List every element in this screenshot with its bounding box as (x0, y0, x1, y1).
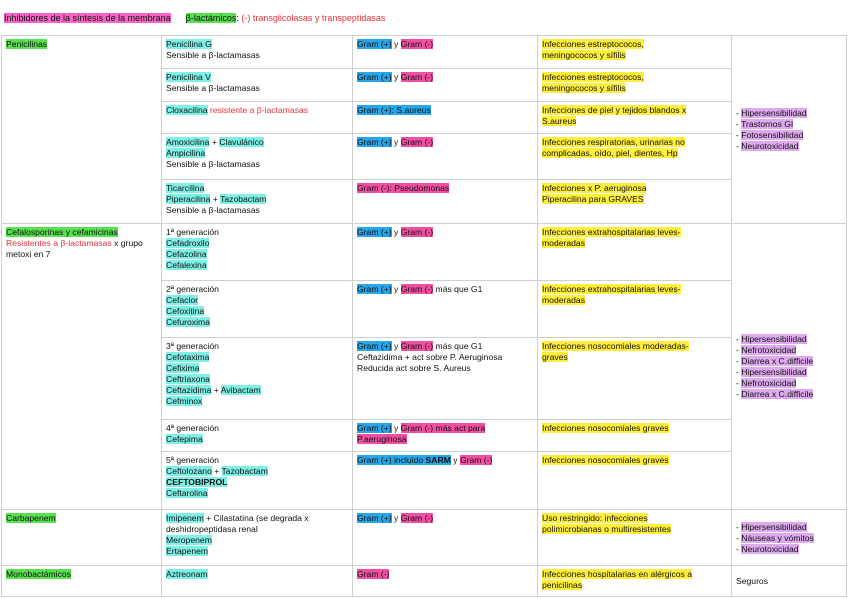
adverse-item: Diarrea x C.difficile (741, 389, 814, 399)
drug-name: Tazobactam (221, 466, 268, 476)
drug-name: Cefoxitina (166, 306, 205, 316)
indication-cell (538, 510, 732, 566)
plus-sign: + (209, 137, 220, 147)
indication-text: Infecciones extrahospitalarias leves- (542, 227, 681, 237)
spectrum-cell (353, 452, 538, 510)
group-label: Carbapenem (6, 513, 56, 523)
indication-cell (538, 281, 732, 338)
antibiotics-table (1, 35, 847, 597)
indication-text: Infecciones x P. aeruginosa (542, 183, 647, 193)
gram-positive-tag: Gram (+) (357, 341, 392, 351)
indication-cell (538, 134, 732, 180)
drug-name: Aztreonam (166, 569, 208, 579)
drug-cell (162, 102, 353, 134)
drug-note: Sensible a β-lactamasas (166, 83, 260, 93)
indication-cell (538, 566, 732, 597)
drug-cell (162, 566, 353, 597)
gram-positive-tag: Gram (+) (357, 423, 392, 433)
indication-text: complicadas, oído, piel, dientes, Hp (542, 148, 678, 158)
drug-name: Cefepima (166, 434, 203, 444)
conjunction: y (394, 341, 399, 351)
drug-name: CEFTOBIPROL (166, 477, 228, 487)
adverse-cell (732, 510, 847, 566)
indication-text: meningococos y sífilis (542, 83, 626, 93)
spectrum-cell (353, 566, 538, 597)
gram-negative-tag: Gram (-) (400, 39, 434, 49)
indication-text: polimicrobianas o multiresistentes (542, 524, 671, 534)
group-label: Cefalosporinas y cefamicinas (6, 227, 118, 237)
gram-negative-tag: Gram (-) más act para (400, 423, 486, 433)
adverse-item: Hipersensibilidad (741, 334, 807, 344)
drug-name: Ticarcilina (166, 183, 205, 193)
spectrum-text: Gram (+) incluido (357, 455, 426, 465)
plus-sign: + (211, 385, 221, 395)
drug-name: Penicilina G (166, 39, 212, 49)
adverse-item: Hipersensibilidad (741, 521, 807, 532)
gram-negative-tag: Gram (-) (400, 72, 434, 82)
plus-sign: + (211, 466, 222, 476)
adverse-item: Seguros (736, 576, 769, 586)
drug-cell (162, 36, 353, 69)
adverse-item: Trastornos GI (741, 119, 794, 129)
adverse-list (736, 108, 842, 152)
drug-name: Cefazolina (166, 249, 207, 259)
conjunction: y (453, 455, 458, 465)
adverse-item: Hipersensibilidad (741, 108, 807, 118)
group-note-tail: x grupo metoxi en 7 (6, 238, 143, 259)
drug-name: Ampicilina (166, 148, 206, 158)
conjunction: y (394, 227, 399, 237)
indication-text: S.aureus (542, 116, 577, 126)
family-label: β-lactámicos (185, 13, 237, 23)
generation-title: 1ª generación (166, 227, 219, 237)
drug-cell (162, 452, 353, 510)
drug-name: Penicilina V (166, 72, 211, 82)
resistance-note: Resistentes a β-lactamasas (6, 238, 112, 248)
indication-cell (538, 452, 732, 510)
adverse-cell (732, 36, 847, 224)
spectrum-note: más que G1 (433, 341, 483, 351)
gram-positive-tag (357, 455, 451, 465)
indication-text: Infecciones nosocomiales moderadas- (542, 341, 689, 351)
gram-negative-tag: Gram (-) (400, 137, 434, 147)
indication-text: moderadas (542, 238, 585, 248)
drug-cell (162, 224, 353, 281)
spectrum-cell (353, 420, 538, 452)
adverse-item: Neurotoxicidad (741, 141, 799, 151)
drug-name: Ertapenem (166, 546, 209, 556)
generation-title: 2ª generación (166, 284, 219, 294)
conjunction: y (394, 137, 399, 147)
plus-sign: + (210, 194, 221, 204)
indication-cell (538, 36, 732, 69)
generation-title: 3ª generación (166, 341, 219, 351)
drug-name: Ceftriaxona (166, 374, 210, 384)
indication-text: meningococos y sífilis (542, 50, 626, 60)
drug-cell (162, 134, 353, 180)
generation-title: 5ª generación (166, 455, 219, 465)
group-label: Monobactámicos (6, 569, 71, 579)
gram-negative-tag: Gram (-) (400, 284, 434, 294)
indication-text: Piperacilina para GRAVES (542, 194, 644, 204)
group-cell (2, 36, 162, 224)
adverse-item: Nefrotoxicidad (741, 345, 797, 355)
adverse-item: Hipersensibilidad (741, 367, 807, 377)
drug-name: Ceftarolina (166, 488, 208, 498)
indication-text: Infecciones nosocomiales graves (542, 455, 669, 465)
drug-cell (162, 69, 353, 102)
drug-cell (162, 420, 353, 452)
drug-cell (162, 510, 353, 566)
spectrum-bold: SARM (425, 455, 451, 465)
spectrum-cell (353, 510, 538, 566)
gram-negative-tag: Gram (-): Pseudomonas (357, 183, 450, 193)
drug-name: Cefadroxilo (166, 238, 210, 248)
drug-name: Cefuroxima (166, 317, 210, 327)
spectrum-cell (353, 36, 538, 69)
indication-cell (538, 338, 732, 420)
adverse-item: Náuseas y vómitos (741, 532, 814, 543)
spectrum-note: Ceftazidima + act sobre P. Aeruginosa (357, 352, 503, 362)
gram-positive-tag: Gram (+) (357, 284, 392, 294)
adverse-item: Neurotoxicidad (741, 543, 799, 554)
conjunction: y (394, 513, 399, 523)
indication-text: Infecciones de piel y tejidos blandos x (542, 105, 687, 115)
drug-cell (162, 338, 353, 420)
table-row (2, 36, 847, 69)
indication-text: Infecciones respiratorias, urinarias no (542, 137, 685, 147)
conjunction: y (394, 39, 399, 49)
gram-negative-tag: Gram (-) (400, 341, 434, 351)
page-title: Inhibidores de la síntesis de la membrana (4, 13, 171, 23)
drug-name: Ceftolozano (166, 466, 212, 476)
table-row (2, 510, 847, 566)
adverse-cell (732, 224, 847, 510)
resistance-note: resistente a β-lactamasas (209, 105, 309, 115)
indication-text: graves (542, 352, 568, 362)
gram-positive-tag: Gram (+) (357, 39, 392, 49)
drug-note: Sensible a β-lactamasas (166, 50, 260, 60)
drug-note: deshidropeptidasa renal (166, 524, 258, 534)
drug-note: + Cilastatina (se degrada x (203, 513, 309, 523)
drug-name: Cefaclor (166, 295, 198, 305)
group-cell (2, 224, 162, 510)
table-row (2, 566, 847, 597)
drug-name: Cefotaxima (166, 352, 210, 362)
indication-text: Infecciones estreptococos, (542, 72, 644, 82)
indication-cell (538, 69, 732, 102)
adverse-item: Diarrea x C.difficile (741, 356, 814, 366)
indication-text: Infecciones extrahospitalarias leves- (542, 284, 681, 294)
drug-name: Cefminox (166, 396, 203, 406)
generation-title: 4ª generación (166, 423, 219, 433)
gram-positive-tag: Gram (+) (357, 72, 392, 82)
gram-negative-tag: P.aeruginosa (357, 434, 407, 444)
drug-name: Meropenem (166, 535, 212, 545)
spectrum-note: Reducida act sobre S. Aureus (357, 363, 471, 373)
spectrum-cell (353, 134, 538, 180)
adverse-list (736, 522, 842, 555)
drug-name: Piperacilina (166, 194, 211, 204)
gram-negative-tag: Gram (-) (400, 513, 434, 523)
adverse-item: Fotosensibilidad (741, 130, 804, 140)
drug-name: Cefixima (166, 363, 200, 373)
adverse-list (736, 334, 842, 400)
spectrum-cell (353, 338, 538, 420)
group-label: Penicilinas (6, 39, 48, 49)
indication-text: Infecciones estreptococos, (542, 39, 644, 49)
drug-cell (162, 180, 353, 224)
drug-name: Ceftazidima (166, 385, 212, 395)
drug-name: Avibactam (220, 385, 261, 395)
indication-text: Infecciones nosocomiales graves (542, 423, 669, 433)
gram-positive-tag: Gram (+) (357, 513, 392, 523)
page-header: Inhibidores de la síntesis de la membrana β-lactámicos: (-) transglicolasas y transpeptidasas (4, 13, 386, 23)
gram-negative-tag: Gram (-) (459, 455, 493, 465)
spectrum-cell (353, 281, 538, 338)
table-row (2, 224, 847, 281)
drug-name: Cloxacilina (166, 105, 208, 115)
drug-cell (162, 281, 353, 338)
conjunction: y (394, 423, 399, 433)
drug-name: Cefalexina (166, 260, 207, 270)
gram-positive-tag: Gram (+) (357, 227, 392, 237)
conjunction: y (394, 284, 399, 294)
gram-positive-tag: Gram (+): S.aureus (357, 105, 431, 115)
indication-cell (538, 180, 732, 224)
conjunction: y (394, 72, 399, 82)
drug-name: Clavulánico (219, 137, 264, 147)
drug-note: Sensible a β-lactamasas (166, 205, 260, 215)
indication-text: penicilinas (542, 580, 583, 590)
indication-text: Infecciones hospitalarias en alérgicos a (542, 569, 693, 579)
group-cell (2, 510, 162, 566)
spectrum-cell (353, 69, 538, 102)
spectrum-cell (353, 102, 538, 134)
gram-negative-tag: Gram (-) (357, 569, 390, 579)
group-cell (2, 566, 162, 597)
indication-cell (538, 102, 732, 134)
drug-name: Amoxicilina (166, 137, 210, 147)
indication-cell (538, 420, 732, 452)
spectrum-cell (353, 224, 538, 281)
adverse-item: Nefrotoxicidad (741, 378, 797, 388)
indication-text: Uso restringido: infecciones (542, 513, 648, 523)
spectrum-note: más que G1 (433, 284, 483, 294)
spectrum-cell (353, 180, 538, 224)
indication-cell (538, 224, 732, 281)
indication-text: moderadas (542, 295, 585, 305)
adverse-cell (732, 566, 847, 597)
drug-name: Imipenem (166, 513, 204, 523)
gram-negative-tag: Gram (-) (400, 227, 434, 237)
mechanism-label: (-) transglicolasas y transpeptidasas (241, 13, 386, 23)
drug-name: Tazobactam (220, 194, 267, 204)
gram-positive-tag: Gram (+) (357, 137, 392, 147)
drug-note: Sensible a β-lactamasas (166, 159, 260, 169)
